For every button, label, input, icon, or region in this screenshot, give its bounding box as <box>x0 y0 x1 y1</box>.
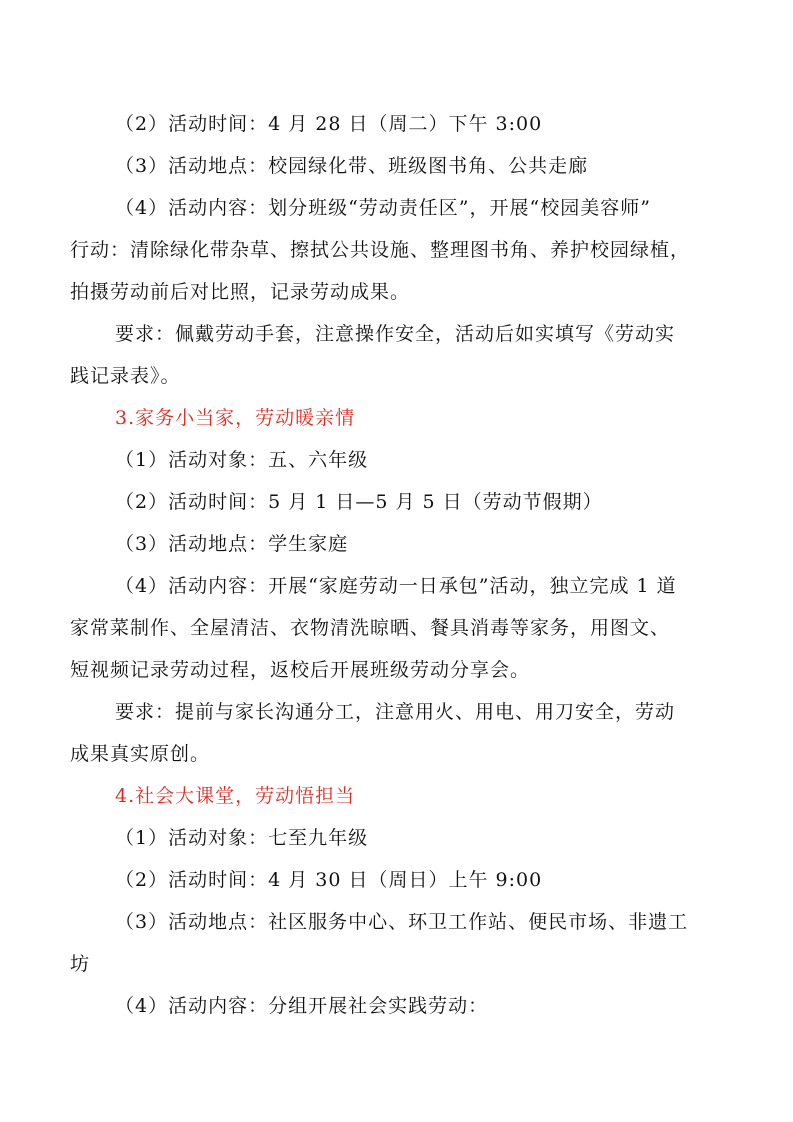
paragraph-line: 成果真实原创。 <box>70 743 211 765</box>
paragraph-line: （4）活动内容：开展“家庭劳动一日承包”活动，独立完成 1 道 <box>115 575 677 597</box>
paragraph-line: 拍摄劳动前后对比照，记录劳动成果。 <box>70 281 411 303</box>
paragraph-line: （3）活动地点：学生家庭 <box>115 533 349 555</box>
paragraph-line: （4）活动内容：分组开展社会实践劳动： <box>115 995 489 1017</box>
paragraph-line: 要求：提前与家长沟通分工，注意用火、用电、用刀安全，劳动 <box>115 701 676 723</box>
paragraph-line: 行动：清除绿化带杂草、擦拭公共设施、整理图书角、养护校园绿植， <box>70 239 691 261</box>
paragraph-line: 短视频记录劳动过程，返校后开展班级劳动分享会。 <box>70 659 531 681</box>
section-heading: 4.社会大课堂，劳动悟担当 <box>115 785 356 807</box>
document-body <box>70 103 726 1027</box>
paragraph-line: 坊 <box>70 953 91 975</box>
paragraph-line: 践记录表》。 <box>70 365 181 387</box>
paragraph-line: （1）活动对象：五、六年级 <box>115 449 369 471</box>
paragraph-line: （4）活动内容：划分班级“劳动责任区”，开展“校园美容师” <box>115 197 651 219</box>
paragraph-line: （3）活动地点：社区服务中心、环卫工作站、便民市场、非遗工 <box>115 911 689 933</box>
paragraph-line: 要求：佩戴劳动手套，注意操作安全，活动后如实填写《劳动实 <box>115 323 676 345</box>
paragraph-line: （1）活动对象：七至九年级 <box>115 827 369 849</box>
paragraph-line: （2）活动时间：4 月 30 日（周日）上午 9:00 <box>115 869 543 891</box>
paragraph-line: （3）活动地点：校园绿化带、班级图书角、公共走廊 <box>115 155 589 177</box>
paragraph-line: （2）活动时间：4 月 28 日（周二）下午 3:00 <box>115 113 543 135</box>
paragraph-line: 家常菜制作、全屋清洁、衣物清洗晾晒、餐具消毒等家务，用图文、 <box>70 617 671 639</box>
section-heading: 3.家务小当家，劳动暖亲情 <box>115 407 356 429</box>
paragraph-line: （2）活动时间：5 月 1 日—5 月 5 日（劳动节假期） <box>115 491 603 513</box>
